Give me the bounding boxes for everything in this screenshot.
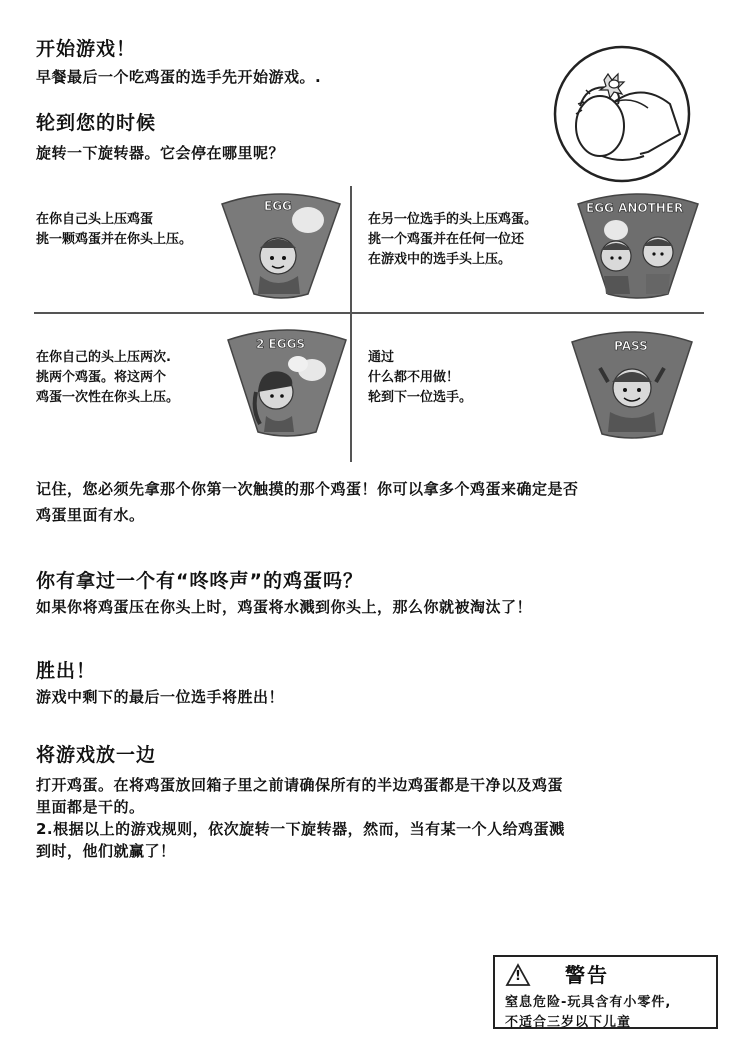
turn-text: 旋转一下旋转器。它会停在哪里呢？ [36, 144, 285, 162]
warning-line: 不适合三岁以下儿童 [505, 1015, 632, 1030]
win-heading: 胜出！ [36, 660, 97, 682]
putaway-line: 里面都是干的。 [36, 798, 145, 816]
two-eggs-wedge-icon [226, 326, 348, 438]
cell-egg-line: 在你自己头上压鸡蛋 [36, 212, 154, 227]
warning-symbol: ! [515, 969, 521, 984]
cell-pass-text [368, 348, 472, 408]
cell-egg-another-line: 在另一位选手的头上压鸡蛋。 [368, 212, 538, 227]
grid-vertical-divider [350, 186, 352, 462]
putaway-line: 打开鸡蛋。在将鸡蛋放回箱子里之前请确保所有的半边鸡蛋都是干净以及鸡蛋 [36, 776, 564, 794]
splash-heading: 你有拿过一个有“咚咚声”的鸡蛋吗？ [36, 570, 363, 592]
cell-egg-line: 挑一颗鸡蛋并在你头上压。 [36, 232, 193, 247]
start-heading: 开始游戏！ [36, 38, 137, 60]
warning-box [493, 955, 718, 1029]
cell-pass-line: 通过 [368, 350, 395, 365]
cell-egg-another-line: 在游戏中的选手头上压。 [368, 252, 512, 267]
egg-another-wedge-label: EGG ANOTHER [586, 201, 684, 215]
pass-wedge-icon [570, 328, 694, 440]
warning-title: 警告 [565, 963, 609, 987]
putaway-heading: 将游戏放一边 [36, 744, 157, 766]
egg-another-wedge-icon [576, 190, 700, 300]
putaway-line: 2.根据以上的游戏规则，依次旋转一下旋转器，然而，当有某一个人给鸡蛋溅 [36, 820, 565, 838]
remember-text [36, 476, 579, 528]
two-eggs-wedge-label: 2 EGGS [256, 337, 306, 351]
egg-wedge-icon [218, 190, 344, 300]
remember-line: 鸡蛋里面有水。 [36, 506, 145, 524]
egg-on-head-illustration-icon [552, 44, 692, 184]
cell-egg-another-line: 挑一个鸡蛋并在任何一位还 [368, 232, 525, 247]
grid-horizontal-divider [34, 312, 704, 314]
cell-pass-line: 什么都不用做！ [368, 370, 460, 385]
cell-egg-another-text [368, 210, 537, 270]
remember-line: 记住，您必须先拿那个你第一次触摸的那个鸡蛋！你可以拿多个鸡蛋来确定是否 [36, 480, 579, 498]
cell-two-eggs-line: 在你自己的头上压两次. [36, 350, 171, 365]
cell-two-eggs-line: 挑两个鸡蛋。将这两个 [36, 370, 167, 385]
pass-wedge-label: PASS [614, 339, 648, 353]
cell-pass-line: 轮到下一位选手。 [368, 390, 473, 405]
start-text: 早餐最后一个吃鸡蛋的选手先开始游戏。. [36, 68, 322, 86]
warning-triangle-icon [505, 963, 531, 987]
cell-egg-text [36, 210, 192, 250]
egg-wedge-label: EGG [264, 199, 292, 213]
warning-line: 窒息危险-玩具含有小零件, [505, 995, 672, 1010]
cell-two-eggs-text [36, 348, 179, 408]
putaway-line: 到时，他们就赢了！ [36, 842, 176, 860]
putaway-text [36, 774, 565, 862]
turn-heading: 轮到您的时候 [36, 112, 157, 134]
splash-text: 如果你将鸡蛋压在你头上时，鸡蛋将水溅到你头上，那么你就被淘汰了！ [36, 598, 533, 616]
cell-two-eggs-line: 鸡蛋一次性在你头上压。 [36, 390, 180, 405]
win-text: 游戏中剩下的最后一位选手将胜出！ [36, 688, 285, 706]
